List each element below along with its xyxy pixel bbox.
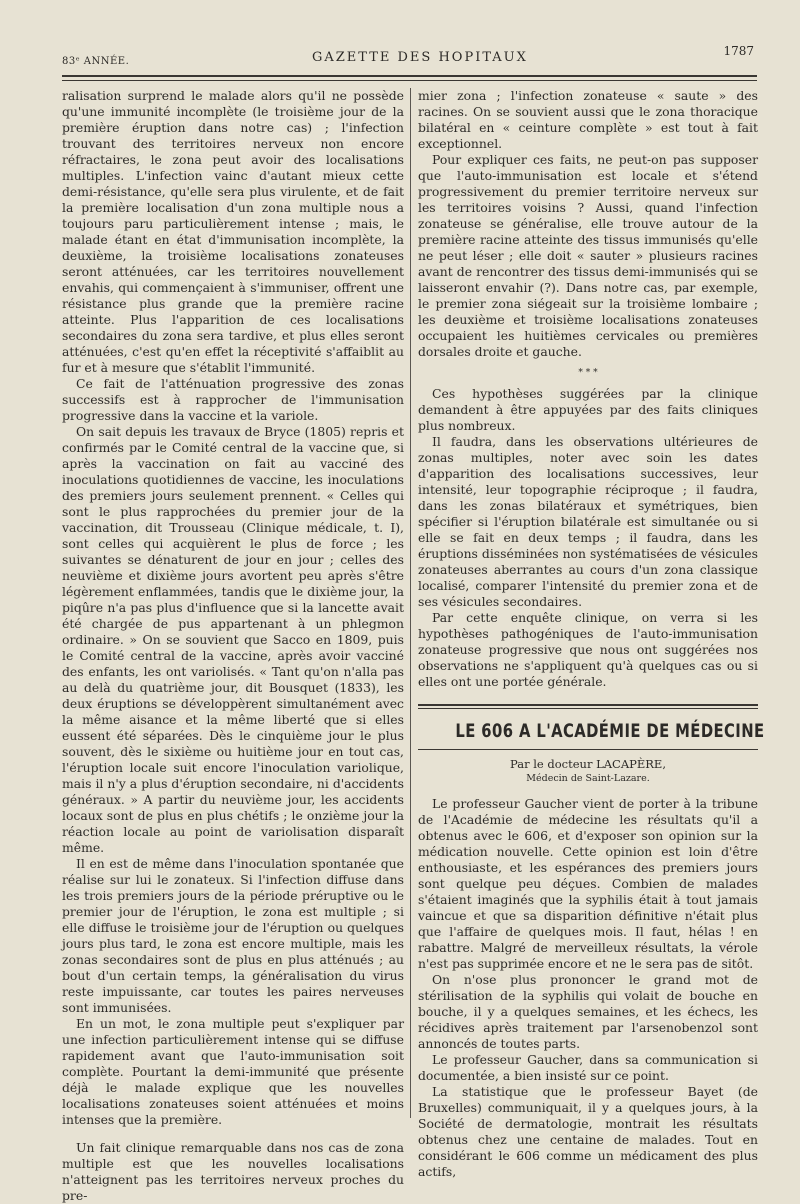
paragraph: Il faudra, dans les observations ultérieures de zonas multiples, noter avec soin les dates d'apparition des localisations successives, leur intensité, leur topographie réciproque ; il faudra, dans les zonas bilatéraux et symétriques, bien spécifier si l'éruption bilatérale est simultanée ou si elle se fait en deux temps ; il faudra, dans les éruptions disséminées non systématisées de vésicules zonateuses aberrantes au cours d'un zona classique localisé, comparer l'intensité du premier zona et de ses vésicules secondaires. xyxy=(418,434,758,609)
page-number: 1787 xyxy=(723,44,754,58)
paragraph: On n'ose plus prononcer le grand mot de stérilisation de la syphilis qui volait de bouche en bouche, il y a quelques semaines, et les échecs, les récidives après traitement par l'arsenobenzol sont annoncés de toutes parts. xyxy=(418,972,758,1051)
title-rule xyxy=(418,749,758,750)
paragraph: La statistique que le professeur Bayet (de Bruxelles) communiquait, il y a quelques jours, à la Société de dermatologie, montrait les résultats obtenus chez une centaine de malades. Tout en considérant le 606 comme un médicament des plus actifs, xyxy=(418,1084,758,1179)
page-header xyxy=(62,44,754,68)
paragraph: Il en est de même dans l'inoculation spontanée que réalise sur lui le zonateux. Si l'infection diffuse dans les trois premiers jours de la période préruptive ou le premier jour de l'éruption, le zona est multiple ; si elle diffuse le troisième jour de l'éruption ou quelques jours plus tard, le zona est encore multiple, mais les zonas secondaires sont de plus en plus atténués ; au bout d'un certain temps, la généralisation du virus reste impuissante, car toutes les paires nerveuses sont immunisées. xyxy=(62,856,404,1015)
paragraph: Le professeur Gaucher vient de porter à la tribune de l'Académie de médecine les résultats qu'il a obtenus avec le 606, et d'exposer son opinion sur la médication nouvelle. Cette opinion est loin d'être enthousiaste, et les espérances des premiers jours sont quelque peu déçues. Combien de malades s'étaient imaginés que la syphilis était à tout jamais vaincue et que sa disparition définitive n'était plus que l'affaire de quelques mois. Il faut, hélas ! en rabattre. Malgré de merveilleux résultats, la vérole n'est pas supprimée encore et ne le sera pas de sitôt. xyxy=(418,796,758,971)
paragraph: Le professeur Gaucher, dans sa communication si documentée, a bien insisté sur ce point. xyxy=(418,1052,758,1083)
article-rule-bottom xyxy=(418,708,758,709)
volume-label: 83ᵉ ANNÉE. xyxy=(62,56,130,67)
paragraph: Ces hypothèses suggérées par la clinique demandent à être appuyées par des faits cliniques plus nombreux. xyxy=(418,386,758,433)
journal-title: GAZETTE DES HOPITAUX xyxy=(312,50,528,65)
article-byline: Par le docteur LACAPÈRE, xyxy=(510,757,666,771)
author-affiliation: Médecin de Saint-Lazare. xyxy=(526,773,650,784)
right-column xyxy=(418,88,765,1180)
section-separator: * * * xyxy=(578,368,598,378)
article-rule-top xyxy=(418,704,758,706)
paragraph: Un fait clinique remarquable dans nos cas de zona multiple est que les nouvelles localisations n'atteignent pas les territoires nerveux proches du pre- xyxy=(62,1140,404,1203)
article-title: LE 606 A L'ACADÉMIE DE MÉDECINE xyxy=(455,720,765,742)
paragraph: Ce fait de l'atténuation progressive des zonas successifs est à rapprocher de l'immunisation progressive dans la vaccine et la variole. xyxy=(62,376,404,423)
left-column xyxy=(62,88,404,1204)
header-rule-thick xyxy=(62,75,757,77)
column-divider xyxy=(410,88,411,1118)
paragraph: On sait depuis les travaux de Bryce (1805) repris et confirmés par le Comité central de la vaccine que, si après la vaccination on fait au vacciné des inoculations quotidiennes de vaccine, les inoculations des premiers jours seulement prennent. « Celles qui sont le plus rapprochées du premier jour de la vaccination, dit Trousseau (Clinique médicale, t. I), sont celles qui acquièrent le plus de force ; les suivantes se dénaturent de jour en jour ; celles des neuvième et dixième jours avortent peu après s'être légèrement enflammées, tandis que le dixième jour, la piqûre n'a pas plus d'influence que si la lancette avait été chargée de pus appartenant à un phlegmon ordinaire. » On se souvient que Sacco en 1809, puis le Comité central de la vaccine, après avoir vacciné des enfants, les ont variolisés. « Tant qu'on n'alla pas au delà du quatrième jour, dit Bousquet (1833), les deux éruptions se développèrent simultanément avec la même aisance et la même liberté que si elles eussent été séparées. Dès le cinquième jour le plus souvent, dès le sixième ou huitième jour en tout cas, l'éruption locale suit encore l'inoculation variolique, mais il n'y a plus d'éruption secondaire, ni d'accidents généraux. » A partir du neuvième jour, les accidents locaux sont de plus en plus chétifs ; le onzième jour la réaction locale au point de variolisation disparaît même. xyxy=(62,424,404,855)
header-rule-thin xyxy=(62,80,757,81)
paragraph: mier zona ; l'infection zonateuse « saute » des racines. On se souvient aussi que le zona thoracique bilatéral en « ceinture complète » est tout à fait exceptionnel. xyxy=(418,88,758,151)
paragraph-gap xyxy=(62,1128,404,1140)
paragraph: Pour expliquer ces faits, ne peut-on pas supposer que l'auto-immunisation est locale et s'étend progressivement du premier territoire nerveux sur les territoires voisins ? Aussi, quand l'infection zonateuse se généralise, elle trouve autour de la première racine atteinte des tissus immunisés qu'elle ne peut léser ; elle doit « sauter » plusieurs racines avant de rencontrer des tissus demi-immunisés qui se laisseront envahir (?). Dans notre cas, par exemple, le premier zona siégeait sur la troisième lombaire ; les deuxième et troisième localisations zonateuses occupaient les huitièmes cervicales ou premières dorsales droite et gauche. xyxy=(418,152,758,359)
paragraph: ralisation surprend le malade alors qu'il ne possède qu'une immunité incomplète (le troisième jour de la première éruption dans notre cas) ; l'infection trouvant des territoires nerveux non encore réfractaires, le zona peut avoir des localisations multiples. L'infection vainc d'autant mieux cette demi-résistance, qu'elle sera plus virulente, et de fait la première localisation d'un zona multiple nous a toujours paru particulièrement intense ; mais, le malade étant en état d'immunisation incomplète, la deuxième, la troisième localisations zonateuses seront atténuées, car les territoires nouvellement envahis, qui commençaient à s'immuniser, offrent une résistance plus grande que la première racine atteinte. Plus l'apparition de ces localisations secondaires du zona sera tardive, et plus elles seront atténuées, c'est qu'en effet la réceptivité s'affaiblit au fur et à mesure que s'établit l'immunité. xyxy=(62,88,404,375)
paragraph: En un mot, le zona multiple peut s'expliquer par une infection particulièrement intense qui se diffuse rapidement avant que l'auto-immunisation soit complète. Pourtant la demi-immunité que présente déjà le malade explique que les nouvelles localisations zonateuses soient atténuées et moins intenses que la première. xyxy=(62,1016,404,1127)
paragraph: Par cette enquête clinique, on verra si les hypothèses pathogéniques de l'auto-immunisation zonateuse progressive que nous ont suggérées nos observations ne s'appliquent qu'à quelques cas ou si elles ont une portée générale. xyxy=(418,610,758,689)
